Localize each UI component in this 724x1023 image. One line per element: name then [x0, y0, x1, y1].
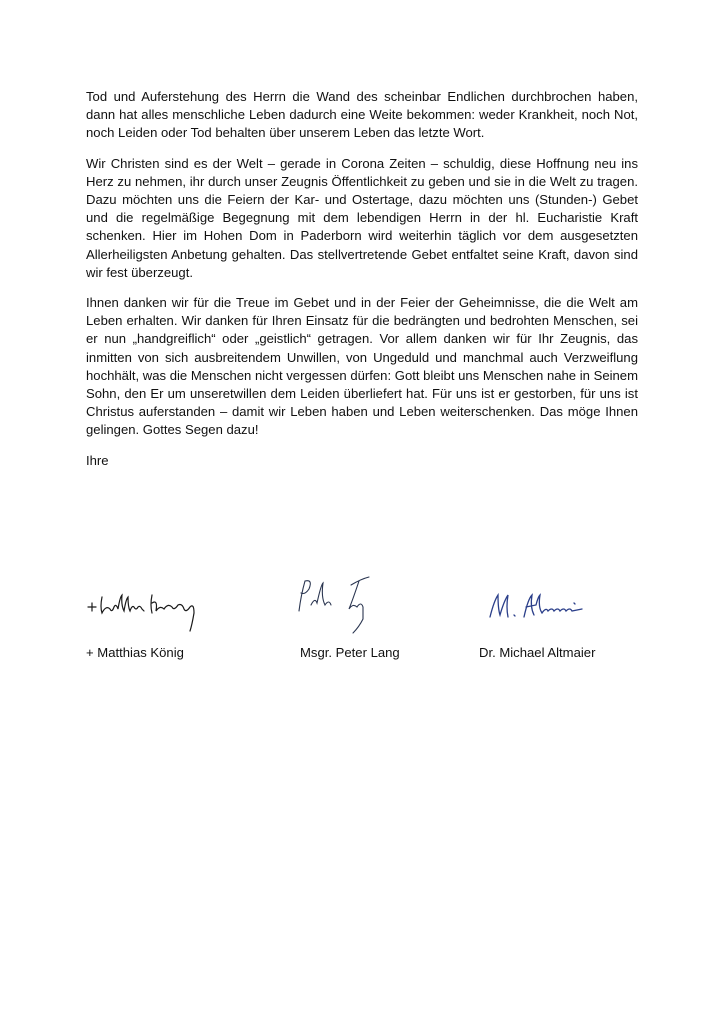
signatory-name-1: + Matthias König	[86, 645, 184, 660]
signature-lang-icon	[291, 575, 391, 640]
closing-salutation: Ihre	[86, 452, 109, 468]
letter-body	[86, 88, 638, 470]
signatory-name-2: Msgr. Peter Lang	[300, 645, 400, 660]
signature-block	[86, 575, 646, 670]
paragraph-2: Wir Christen sind es der Welt – gerade in Corona Zeiten – schuldig, diese Hoffnung neu ins Herz zu nehmen, ihr durch unser Zeugnis Öffentlichkeit zu geben und sie in die Welt zu tragen. Dazu möchten uns die Feiern der Kar- und Ostertage, dazu möchten uns (Stunden-) Gebet und die regelmäßige Begegnung mit dem lebendigen Herrn in der hl. Eucharistie Kraft schenken. Hier im Hohen Dom in Paderborn wird weiterhin täglich vor dem ausgesetzten Allerheiligsten Anbetung gehalten. Das stellvertretende Gebet entfaltet seine Kraft, davon sind wir fest überzeugt.	[86, 155, 638, 280]
paragraph-3: Ihnen danken wir für die Treue im Gebet und in der Feier der Geheimnisse, die die Welt am Leben erhalten. Wir danken für Ihren Einsatz für die bedrängten und bedrohten Menschen, sei er nun „handgreiflich“ oder „geistlich“ getragen. Vor allem danken wir für Ihr Zeugnis, das inmitten von sich ausbreitendem Unwillen, von Ungeduld und manchmal auch Verzweiflung hochhält, was die Menschen nicht vergessen dürfen: Gott bleibt uns Menschen nahe in Seinem Sohn, den Er um unseretwillen dem Leiden überliefert hat. Für uns ist er gestorben, für uns ist Christus auferstanden – damit wir Leben haben und Leben weiterschenken. Das möge Ihnen gelingen. Gottes Segen dazu!	[86, 295, 638, 438]
paragraph-1: Tod und Auferstehung des Herrn die Wand des scheinbar Endlichen durchbrochen haben, dann hat alles menschliche Leben dadurch eine Weite bekommen: weder Krankheit, noch Not, noch Leiden oder Tod behalten über unserem Leben das letzte Wort.	[86, 89, 638, 141]
signature-koenig-icon	[86, 585, 216, 640]
signature-koenig	[86, 585, 216, 640]
signature-altmaier	[486, 587, 596, 627]
signature-altmaier-icon	[486, 587, 596, 627]
signature-lang	[291, 575, 391, 640]
signatory-name-3: Dr. Michael Altmaier	[479, 645, 596, 660]
